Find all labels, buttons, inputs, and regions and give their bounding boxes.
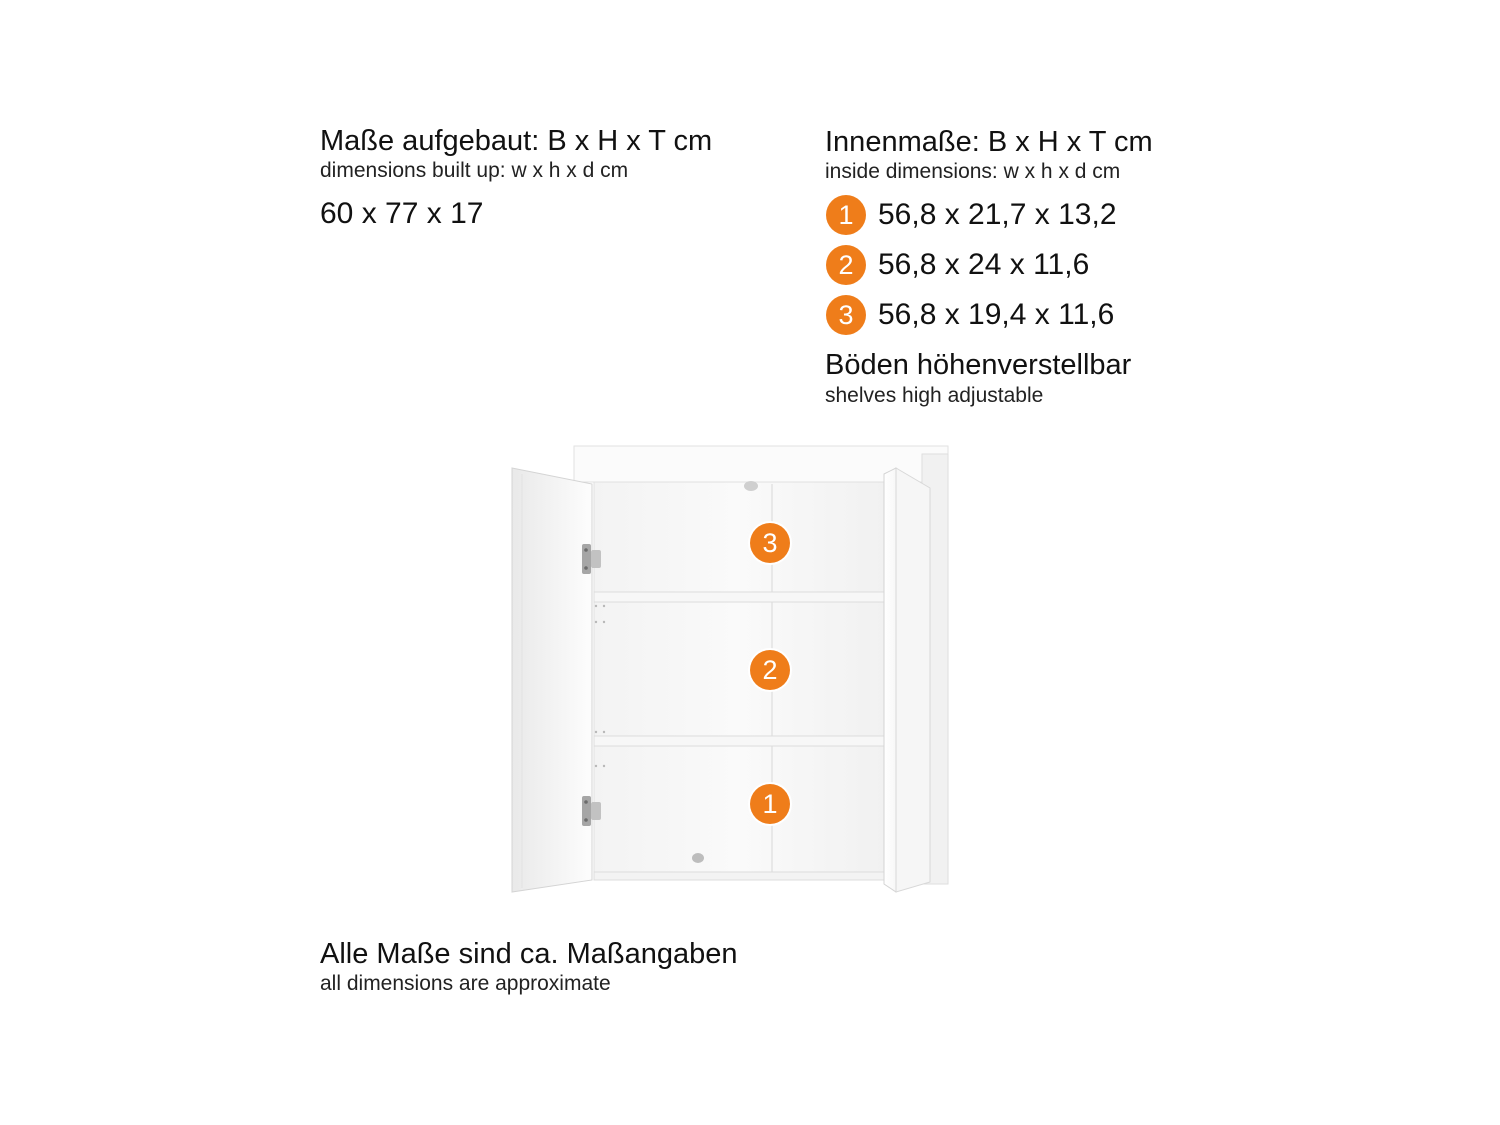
inside-dimension-value: 56,8 x 19,4 x 11,6 — [878, 298, 1115, 331]
number-badge: 1 — [826, 195, 866, 235]
left-door — [512, 468, 592, 892]
inside-dimension-row-1 — [826, 195, 1117, 235]
cabinet-bottom — [594, 872, 884, 880]
cable-hole-top — [744, 481, 758, 491]
shelf-lower — [594, 736, 884, 746]
shelves-note-subtitle: shelves high adjustable — [825, 384, 1044, 407]
compartment-badge-2: 2 — [750, 650, 790, 690]
outer-dimensions-title: Maße aufgebaut: B x H x T cm — [320, 125, 713, 157]
inside-dimension-row-2 — [826, 245, 1089, 285]
compartment-badge-3: 3 — [750, 523, 790, 563]
shelves-note-title: Böden höhenverstellbar — [825, 349, 1132, 381]
cable-hole-bottom — [692, 853, 704, 863]
number-badge: 2 — [826, 245, 866, 285]
outer-dimensions-subtitle: dimensions built up: w x h x d cm — [320, 159, 629, 182]
inside-dimension-value: 56,8 x 24 x 11,6 — [878, 248, 1090, 281]
cabinet-illustration — [510, 444, 950, 896]
outer-dimensions-value: 60 x 77 x 17 — [320, 197, 484, 230]
inside-dimensions-title: Innenmaße: B x H x T cm — [825, 126, 1153, 158]
inside-dimension-row-3 — [826, 295, 1114, 335]
compartment-badge-1: 1 — [750, 784, 790, 824]
number-badge: 3 — [826, 295, 866, 335]
approximate-note-title: Alle Maße sind ca. Maßangaben — [320, 938, 738, 970]
cabinet-drawing — [510, 444, 950, 896]
approximate-note-subtitle: all dimensions are approximate — [320, 972, 611, 995]
cabinet-interior — [594, 482, 884, 880]
inside-dimension-value: 56,8 x 21,7 x 13,2 — [878, 198, 1117, 231]
inside-dimensions-subtitle: inside dimensions: w x h x d cm — [825, 160, 1121, 183]
shelf-upper — [594, 592, 884, 602]
